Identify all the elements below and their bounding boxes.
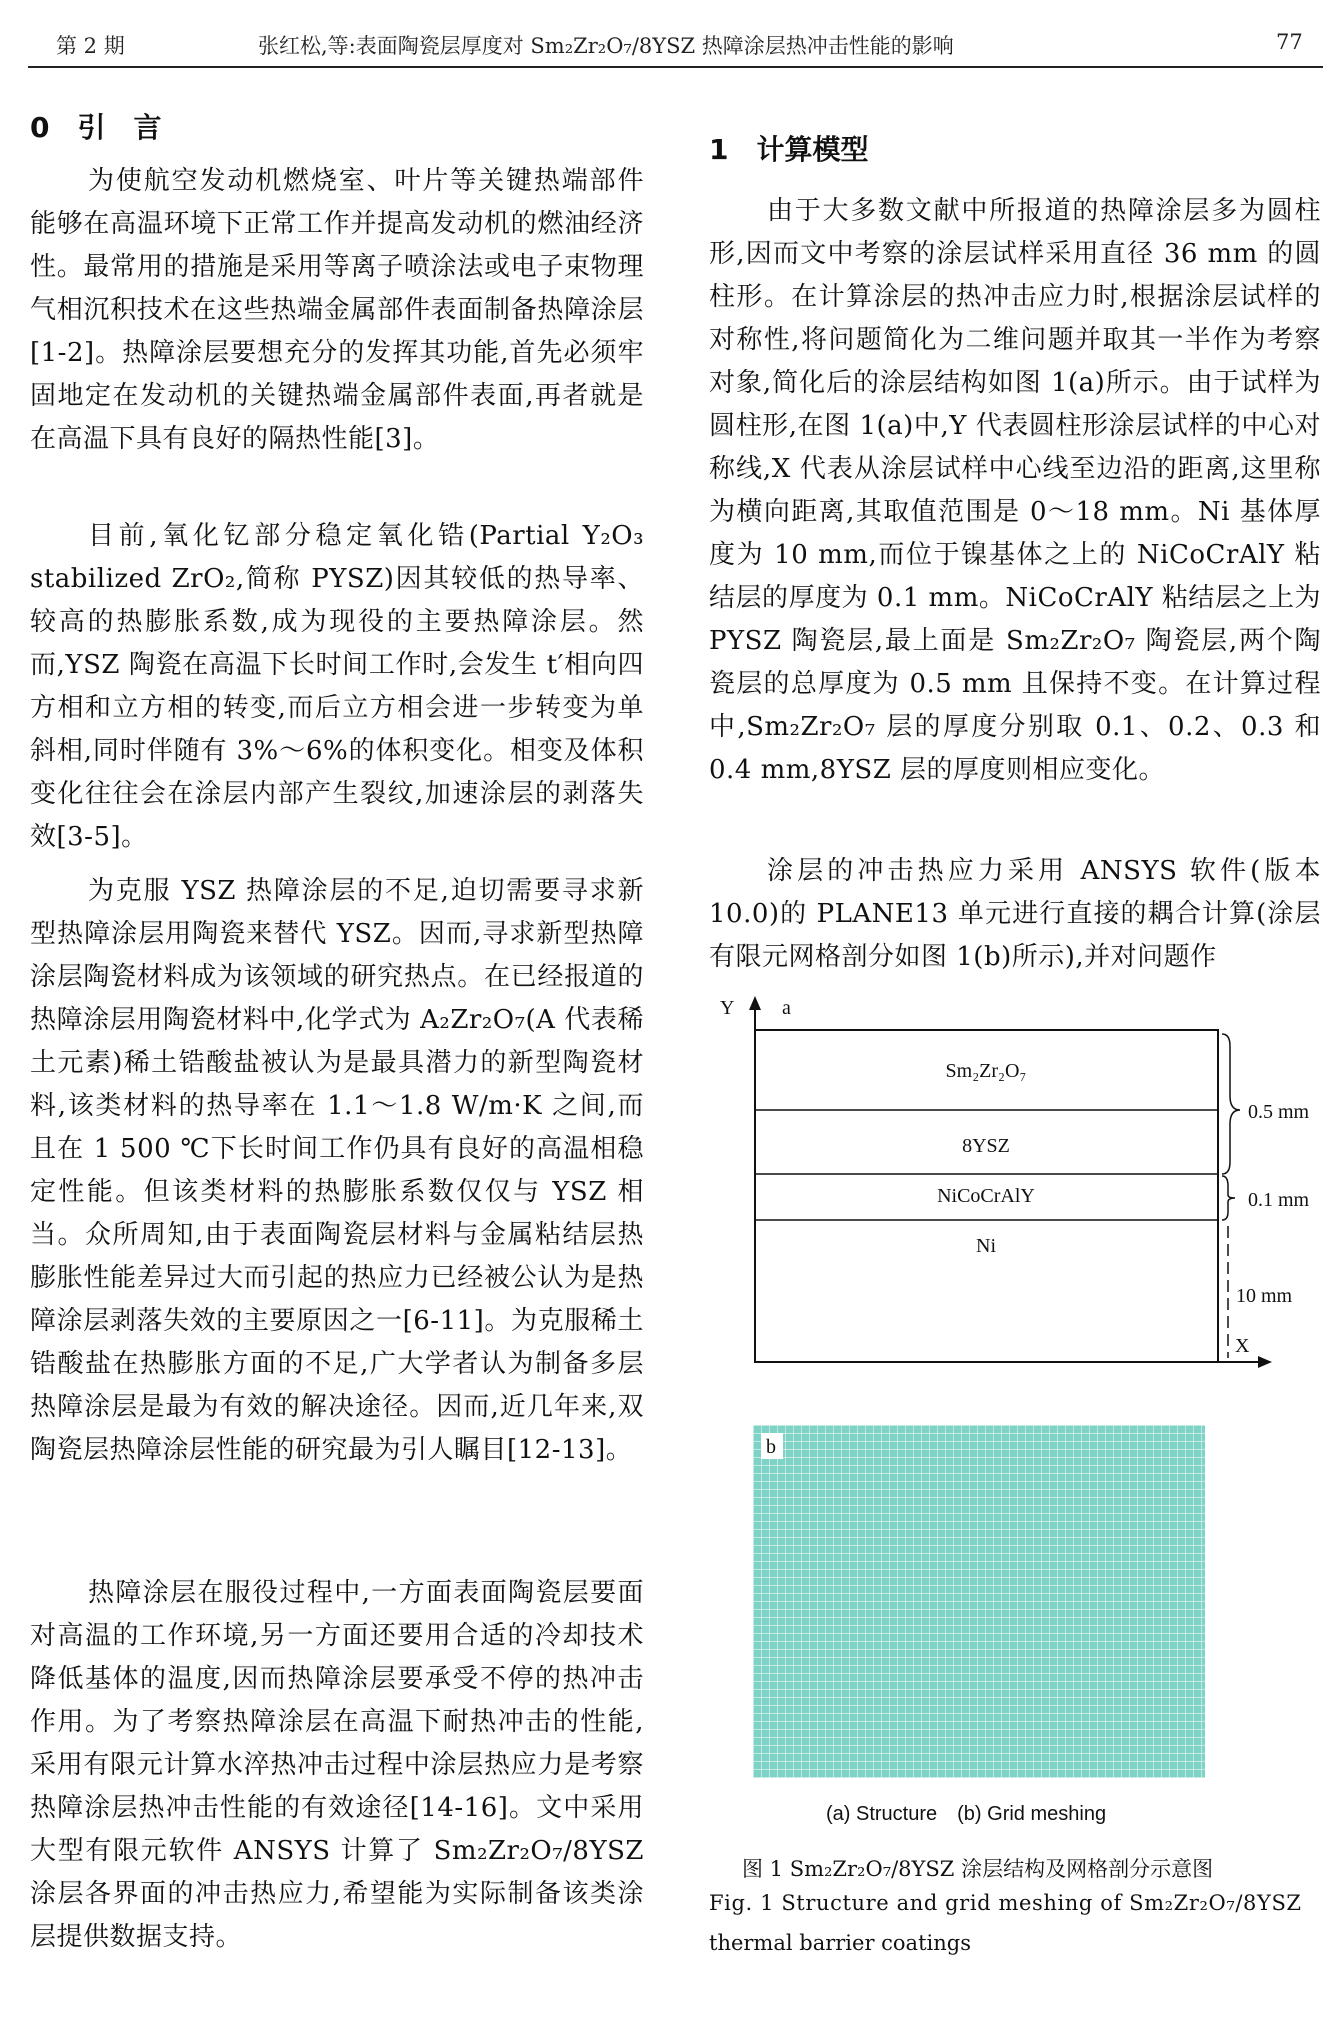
layer-label-ni: Ni	[976, 1235, 996, 1257]
dim-ceramic-thickness: 0.5 mm	[1248, 1101, 1310, 1123]
model-paragraph-1: 由于大多数文献中所报道的热障涂层多为圆柱形,因而文中考察的涂层试样采用直径 36 mm 的圆柱形。在计算涂层的热冲击应力时,根据涂层试样的对称性,将问题简化为二维问题并取其一半作为考察对象,简化后的涂层结构如图 1(a)所示。由于试样为圆柱形,在图 1(a)中,Y 代表圆柱形涂层试样的中心对称线,X 代表从涂层试样中心线至边沿的距离,这里称为横向距离,其取值范围是 0～18 mm。Ni 基体厚度为 10 mm,而位于镍基体之上的 NiCoCrAlY 粘结层的厚度为 0.1 mm。NiCoCrAlY 粘结层之上为 PYSZ 陶瓷层,最上面是 Sm₂Zr₂O₇ 陶瓷层,两个陶瓷层的总厚度为 0.5 mm 且保持不变。在计算过程中,Sm₂Zr₂O₇ 层的厚度分别取 0.1、0.2、0.3 和 0.4 mm,8YSZ 层的厚度则相应变化。	[709, 196, 1321, 785]
figure-caption-en-line-2: thermal barrier coatings	[709, 1931, 971, 1955]
mesh-area	[753, 1425, 1205, 1778]
axis-y-label: Y	[720, 997, 735, 1019]
header-page-number: 77	[1276, 30, 1303, 54]
intro-paragraph-4: 热障涂层在服役过程中,一方面表面陶瓷层要面对高温的工作环境,另一方面还要用合适的冷却技术降低基体的温度,因而热障涂层要承受不停的热冲击作用。为了考察热障涂层在高温下耐热冲击的性能,采用有限元计算水淬热冲击过程中涂层热应力是考察热障涂层热冲击性能的有效途径[14-16]。文中采用大型有限元软件 ANSYS 计算了 Sm₂Zr₂O₇/8YSZ 涂层各界面的冲击热应力,希望能为实际制备该类涂层提供数据支持。	[30, 1578, 644, 1952]
dim-bondcoat-thickness: 0.1 mm	[1248, 1189, 1310, 1211]
model-paragraph-2: 涂层的冲击热应力采用 ANSYS 软件(版本 10.0)的 PLANE13 单元进行直接的耦合计算(涂层有限元网格剖分如图 1(b)所示),并对问题作	[709, 856, 1321, 972]
section-heading-model: 1 计算模型	[709, 133, 869, 166]
panel-b-label: b	[766, 1436, 776, 1458]
figure-caption-cn: 图 1 Sm₂Zr₂O₇/8YSZ 涂层结构及网格剖分示意图	[742, 1857, 1214, 1881]
layer-label-8ysz: 8YSZ	[962, 1135, 1010, 1157]
figure-1b-grid-mesh	[753, 1425, 1205, 1778]
layer-label-sm2zr2o7: Sm₂Zr₂O₇	[945, 1060, 1027, 1082]
intro-paragraph-3: 为克服 YSZ 热障涂层的不足,迫切需要寻求新型热障涂层用陶瓷来替代 YSZ。因而,寻求新型热障涂层陶瓷材料成为该领域的研究热点。在已经报道的热障涂层用陶瓷材料中,化学式为 A₂Zr₂O₇(A 代表稀土元素)稀土锆酸盐被认为是最具潜力的新型陶瓷材料,该类材料的热导率在 1.1～1.8 W/m·K 之间,而且在 1 500 ℃下长时间工作仍具有良好的高温相稳定性能。但该类材料的热膨胀系数仅仅与 YSZ 相当。众所周知,由于表面陶瓷层材料与金属粘结层热膨胀性能差异过大而引起的热应力已经被公认为是热障涂层剥落失效的主要原因之一[6-11]。为克服稀土锆酸盐在热膨胀方面的不足,广大学者认为制备多层热障涂层是最为有效的解决途径。因而,近几年来,双陶瓷层热障涂层性能的研究最为引人瞩目[12-13]。	[30, 876, 644, 1465]
section-heading-introduction: 0 引 言	[30, 111, 162, 144]
intro-paragraph-2: 目前,氧化钇部分稳定氧化锆(Partial Y₂O₃ stabilized ZrO₂,简称 PYSZ)因其较低的热导率、较高的热膨胀系数,成为现役的主要热障涂层。然而,YSZ 陶瓷在高温下长时间工作时,会发生 t′相向四方相和立方相的转变,而后立方相会进一步转变为单斜相,同时伴随有 3%～6%的体积变化。相变及体积变化往往会在涂层内部产生裂纹,加速涂层的剥落失效[3-5]。	[30, 521, 644, 852]
panel-a-label: a	[782, 997, 791, 1019]
intro-paragraph-1: 为使航空发动机燃烧室、叶片等关键热端部件能够在高温环境下正常工作并提高发动机的燃油经济性。最常用的措施是采用等离子喷涂法或电子束物理气相沉积技术在这些热端金属部件表面制备热障涂层[1-2]。热障涂层要想充分的发挥其功能,首先必须牢固地定在发动机的关键热端金属部件表面,再者就是在高温下具有良好的隔热性能[3]。	[30, 166, 644, 454]
header-issue: 第 2 期	[56, 34, 125, 58]
figure-1a-structure	[700, 990, 1330, 1400]
figure-caption-en-line-1: Fig. 1 Structure and grid meshing of Sm₂Zr₂O₇/8YSZ	[709, 1891, 1302, 1915]
y-axis-arrow-icon	[749, 996, 761, 1010]
header-title: 张红松,等:表面陶瓷层厚度对 Sm₂Zr₂O₇/8YSZ 热障涂层热冲击性能的影响	[258, 34, 954, 58]
x-axis-arrow-icon	[1258, 1356, 1272, 1368]
brace-bondcoat	[1222, 1176, 1235, 1220]
figure-sub-caption: (a) Structure (b) Grid meshing	[826, 1803, 1107, 1825]
dim-substrate-thickness: 10 mm	[1236, 1285, 1293, 1307]
axis-x-label: X	[1235, 1335, 1250, 1357]
brace-ceramic	[1222, 1034, 1240, 1174]
layer-label-nicocraly: NiCoCrAlY	[937, 1185, 1035, 1207]
header-rule	[28, 66, 1323, 68]
